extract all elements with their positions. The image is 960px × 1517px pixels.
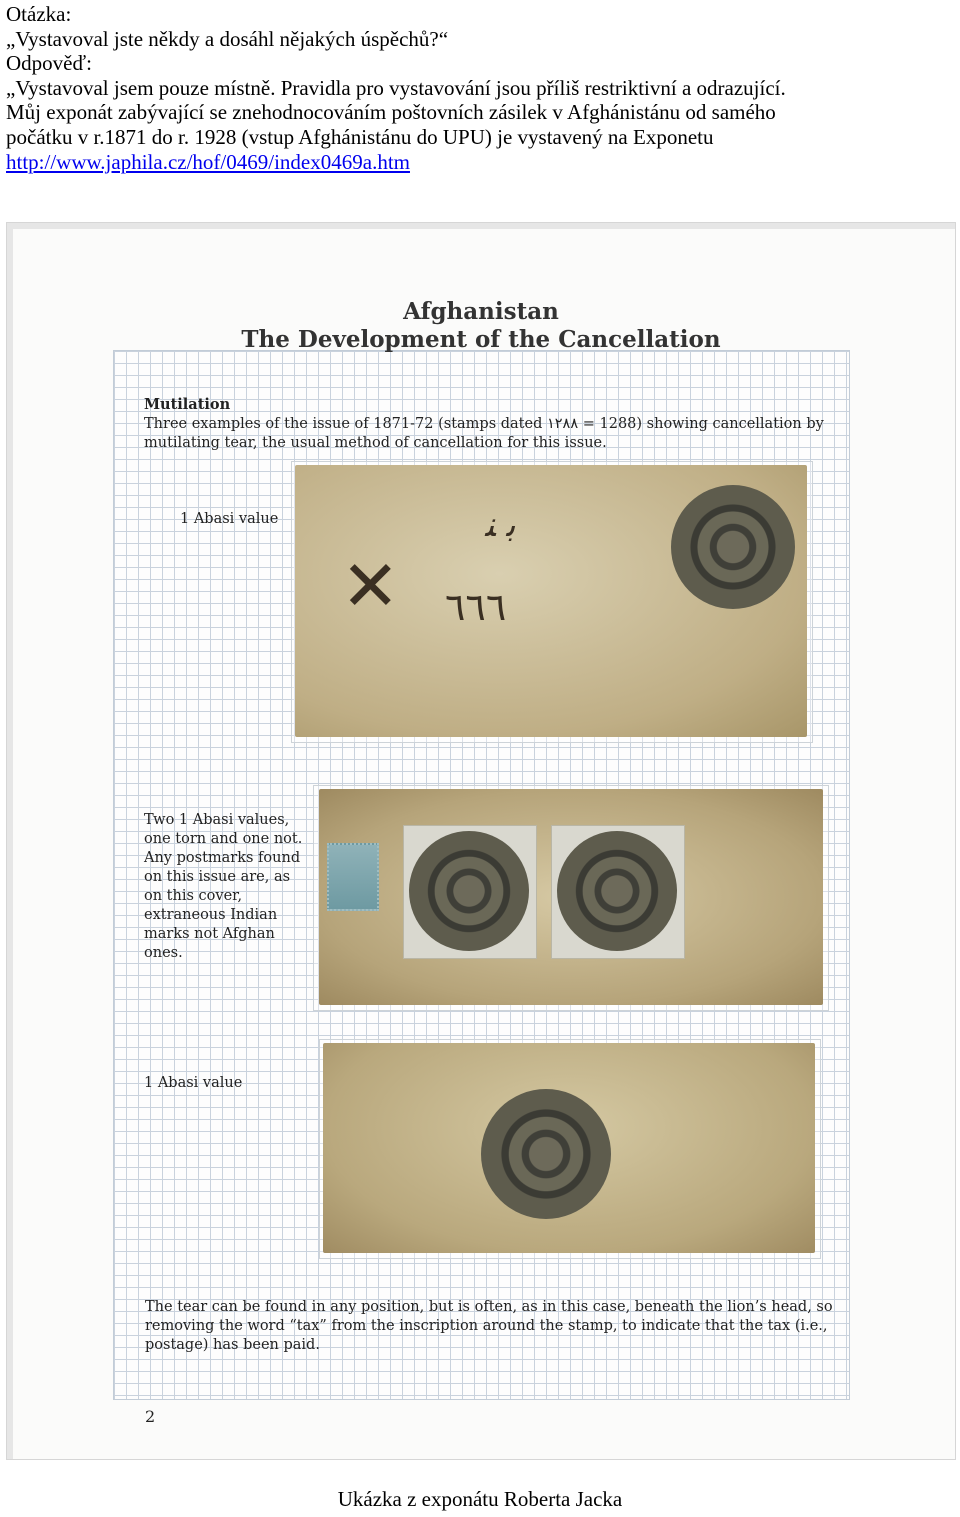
indian-stamp [327,843,379,911]
intro-line-question: „Vystavoval jste někdy a dosáhl nějakých úspěchů?“ [6,26,449,51]
cover-2-label-line: on this cover, [144,888,243,904]
footer-line-2: removing the word “tax” from the inscription around the stamp, to indicate that the tax (i.e., [145,1318,828,1334]
section-heading: Mutilation [144,396,231,413]
torn-stamp-3 [481,1089,611,1219]
section-text-line-2: mutilating tear, the usual method of cancellation for this issue. [144,435,607,451]
exponet-link[interactable]: http://www.japhila.cz/hof/0469/index0469a.htm [6,149,410,174]
cover-1-label: 1 Abasi value [180,511,279,527]
exhibit-footer-text [145,1298,833,1355]
cover-3-label: 1 Abasi value [144,1075,243,1091]
cover-2-label-line: one torn and one not. [144,831,303,847]
cover-2-label-line: Two 1 Abasi values, [144,812,290,828]
torn-stamp-2 [557,831,677,951]
footer-line-3: postage) has been paid. [145,1337,320,1353]
cover-2-envelope [319,789,823,1005]
intro-text [6,2,956,174]
cover-2-label-line: extraneous Indian [144,907,278,923]
untorn-stamp [409,831,529,951]
exhibit-subtitle: The Development of the Cancellation [241,326,721,353]
cover-2-label-line: ones. [144,945,183,961]
page-number: 2 [145,1407,156,1426]
intro-line-answer-1: „Vystavoval jsem pouze místně. Pravidla pro vystavování jsou příliš restriktivní a odrazující. [6,75,786,100]
footer-line-1: The tear can be found in any position, but is often, as in this case, beneath the lion’s head, so [145,1299,833,1315]
intro-line-answer-3: počátku v r.1871 do r. 1928 (vstup Afghánistánu do UPU) je vystavený na Exponetu [6,124,714,149]
manuscript-numerals: ٦٦٦ [445,585,507,629]
torn-stamp-1 [671,485,795,609]
exhibit-title: Afghanistan [403,298,559,325]
cover-2-label [144,811,302,963]
exhibit-page-scan [6,222,956,1460]
cover-1-envelope [295,465,807,737]
cover-3-envelope [323,1043,815,1253]
cover-2-label-line: on this issue are, as [144,869,291,885]
manuscript-cross: ✕ [341,545,400,627]
intro-line-answer-2: Můj exponát zabývající se znehodnocováním poštovních zásilek v Afghánistánu od samého [6,100,776,125]
image-caption: Ukázka z exponátu Roberta Jacka [337,1487,623,1511]
cover-2-label-line: Any postmarks found [144,850,301,866]
intro-line-answer-label: Odpověď: [6,51,92,76]
cover-2-label-line: marks not Afghan [144,926,275,942]
manuscript-mark: ﺑ ﻨ [485,505,516,545]
intro-line-question-label: Otázka: [6,2,72,26]
section-text-line-1: Three examples of the issue of 1871-72 (stamps dated ١٢٨٨ = 1288) showing cancellation by [144,416,824,432]
section-description [144,395,824,453]
